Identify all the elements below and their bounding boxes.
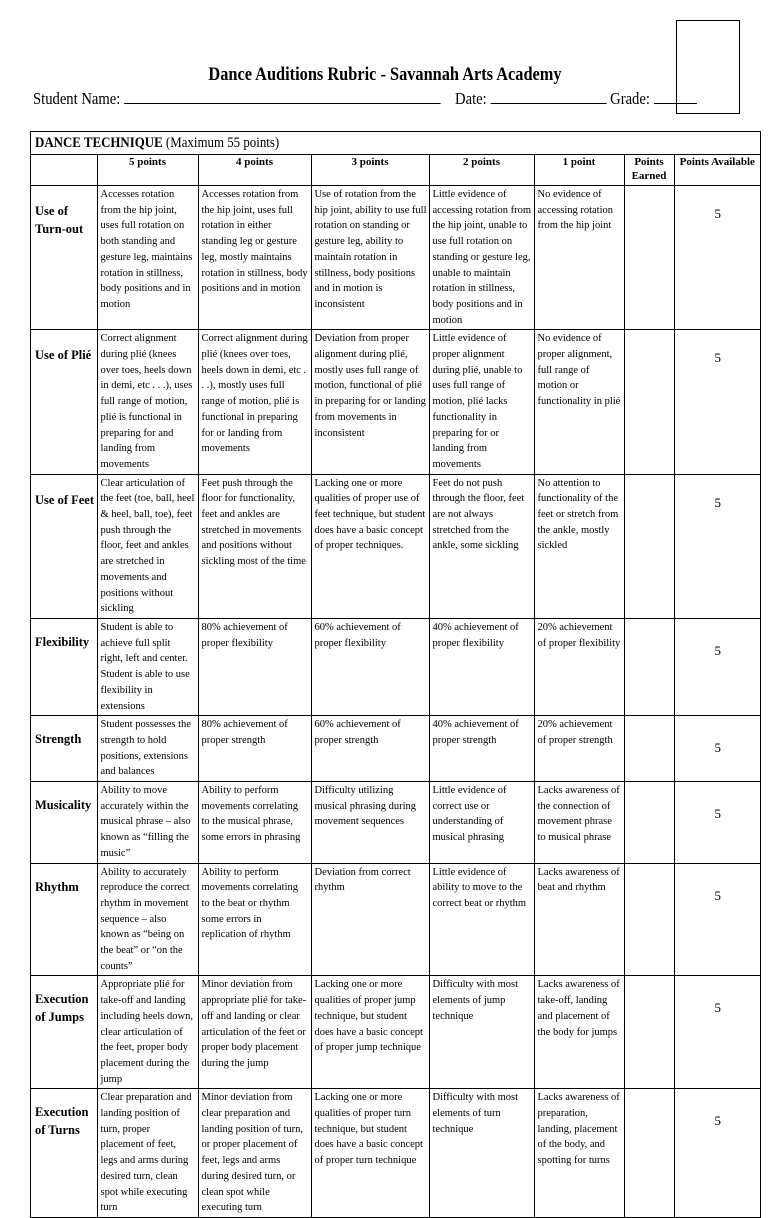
criterion-cell: Rhythm bbox=[31, 863, 97, 976]
score-5-cell: Student possesses the strength to hold positions, extensions and balances bbox=[97, 716, 198, 782]
score-5-cell: Ability to accurately reproduce the correct rhythm in movement sequence – also known as “being on the beat” or “on the counts” bbox=[97, 863, 198, 976]
table-row bbox=[31, 976, 760, 1089]
student-info-line bbox=[33, 89, 697, 109]
score-1-cell: Lacks awareness of beat and rhythm bbox=[534, 863, 624, 976]
score-5-cell: Clear preparation and landing position of turn, proper placement of feet, legs and arms during desired turn, clean spot while executing turn bbox=[97, 1089, 198, 1217]
col-header: 1 point bbox=[534, 155, 624, 186]
score-4-cell: Minor deviation from appropriate plié for take-off and landing or clear articulation of the feet or proper body placement during the jump bbox=[198, 976, 311, 1089]
col-header: 2 points bbox=[429, 155, 534, 186]
score-2-cell: Little evidence of correct use or understanding of musical phrasing bbox=[429, 782, 534, 864]
points-available-cell: 5 bbox=[674, 618, 760, 715]
date-field[interactable] bbox=[490, 89, 606, 104]
score-3-cell: Lacking one or more qualities of proper use of feet technique, but student does have a basic concept of proper techniques. bbox=[311, 474, 429, 618]
score-3-cell: 60% achievement of proper strength bbox=[311, 716, 429, 782]
table-row bbox=[31, 716, 760, 782]
points-earned-cell[interactable] bbox=[624, 474, 674, 618]
col-header: Points Earned bbox=[624, 155, 674, 186]
score-3-cell: 60% achievement of proper flexibility bbox=[311, 618, 429, 715]
score-1-cell: Lacks awareness of the connection of movement phrase to musical phrase bbox=[534, 782, 624, 864]
score-1-cell: No evidence of proper alignment, full range of motion or functionality in plié bbox=[534, 330, 624, 474]
points-available-cell: 5 bbox=[674, 863, 760, 976]
score-5-cell: Ability to move accurately within the musical phrase – also known as “filling the music” bbox=[97, 782, 198, 864]
points-earned-cell[interactable] bbox=[624, 716, 674, 782]
col-header: 4 points bbox=[198, 155, 311, 186]
criterion-cell: Execution of Jumps bbox=[31, 976, 97, 1089]
section-title: DANCE TECHNIQUE bbox=[35, 135, 163, 151]
criterion-cell: Flexibility bbox=[31, 618, 97, 715]
student-name-label: Student Name: bbox=[33, 89, 121, 108]
rubric-table bbox=[31, 155, 760, 1217]
score-4-cell: Correct alignment during plié (knees over toes, heels down in demi, etc . . .), mostly uses full range of motion, plié is functional in preparing for or landing from movements bbox=[198, 330, 311, 474]
table-row bbox=[31, 618, 760, 715]
score-5-cell: Correct alignment during plié (knees over toes, heels down in demi, etc . . .), uses full range of motion, plié is functional in preparing for and landing from movements bbox=[97, 330, 198, 474]
table-row bbox=[31, 330, 760, 474]
points-available-cell: 5 bbox=[674, 186, 760, 330]
page-title: Dance Auditions Rubric - Savannah Arts Academy bbox=[208, 64, 562, 85]
grade-label: Grade: bbox=[610, 89, 650, 108]
score-2-cell: Difficulty with most elements of jump technique bbox=[429, 976, 534, 1089]
table-row bbox=[31, 474, 760, 618]
criterion-cell: Musicality bbox=[31, 782, 97, 864]
points-available-cell: 5 bbox=[674, 330, 760, 474]
score-4-cell: Accesses rotation from the hip joint, uses full rotation in either standing leg or gesture leg, mostly maintains rotation in stillness, body positions and in motion bbox=[198, 186, 311, 330]
points-earned-cell[interactable] bbox=[624, 863, 674, 976]
points-available-cell: 5 bbox=[674, 1089, 760, 1217]
col-header: 3 points bbox=[311, 155, 429, 186]
score-4-cell: Ability to perform movements correlating to the beat or rhythm some errors in replication of rhythm bbox=[198, 863, 311, 976]
score-4-cell: 80% achievement of proper flexibility bbox=[198, 618, 311, 715]
score-1-cell: 20% achievement of proper flexibility bbox=[534, 618, 624, 715]
points-available-cell: 5 bbox=[674, 976, 760, 1089]
rubric-table-container bbox=[30, 131, 761, 1218]
table-row bbox=[31, 863, 760, 976]
score-2-cell: 40% achievement of proper flexibility bbox=[429, 618, 534, 715]
points-earned-cell[interactable] bbox=[624, 330, 674, 474]
score-4-cell: Minor deviation from clear preparation and landing position of turn, or proper placement of feet, legs and arms during desired turn, or clean spot while executing turn bbox=[198, 1089, 311, 1217]
score-1-cell: No attention to functionality of the feet or stretch from the ankle, mostly sickled bbox=[534, 474, 624, 618]
section-subtitle: (Maximum 55 points) bbox=[165, 135, 280, 151]
score-3-cell: Lacking one or more qualities of proper jump technique, but student does have a basic concept of proper jump technique bbox=[311, 976, 429, 1089]
criterion-cell: Use of Feet bbox=[31, 474, 97, 618]
section-header bbox=[31, 132, 760, 155]
score-4-cell: Ability to perform movements correlating to the musical phrase, some errors in phrasing bbox=[198, 782, 311, 864]
score-1-cell: No evidence of accessing rotation from the hip joint bbox=[534, 186, 624, 330]
points-earned-cell[interactable] bbox=[624, 976, 674, 1089]
score-5-cell: Appropriate plié for take-off and landing including heels down, clear articulation of the feet, proper body placement during the jump bbox=[97, 976, 198, 1089]
criterion-cell: Strength bbox=[31, 716, 97, 782]
points-earned-cell[interactable] bbox=[624, 782, 674, 864]
col-header: Points Available bbox=[674, 155, 760, 186]
score-3-cell: Deviation from correct rhythm bbox=[311, 863, 429, 976]
score-4-cell: 80% achievement of proper strength bbox=[198, 716, 311, 782]
points-available-cell: 5 bbox=[674, 474, 760, 618]
criterion-cell: Use of Plié bbox=[31, 330, 97, 474]
score-3-cell: Deviation from proper alignment during plié, mostly uses full range of motion, functional of plié in preparing for or landing from movements in inconsistent bbox=[311, 330, 429, 474]
score-3-cell: Lacking one or more qualities of proper turn technique, but student does have a basic concept of proper turn technique bbox=[311, 1089, 429, 1217]
score-4-cell: Feet push through the floor for functionality, feet and ankles are stretched in movements and positions without sickling most of the time bbox=[198, 474, 311, 618]
score-5-cell: Accesses rotation from the hip joint, uses full rotation on both standing and gesture leg, maintains rotation in stillness, body positions and in motion bbox=[97, 186, 198, 330]
score-1-cell: Lacks awareness of take-off, landing and placement of the body for jumps bbox=[534, 976, 624, 1089]
date-label: Date: bbox=[455, 89, 487, 108]
points-available-cell: 5 bbox=[674, 782, 760, 864]
grade-field[interactable] bbox=[654, 89, 697, 104]
score-2-cell: Little evidence of proper alignment during plié, unable to uses full range of motion, plié lacks functionality in preparing for or landing from movements bbox=[429, 330, 534, 474]
points-earned-cell[interactable] bbox=[624, 186, 674, 330]
points-available-cell: 5 bbox=[674, 716, 760, 782]
score-2-cell: 40% achievement of proper strength bbox=[429, 716, 534, 782]
table-row bbox=[31, 782, 760, 864]
col-header: 5 points bbox=[97, 155, 198, 186]
score-1-cell: 20% achievement of proper strength bbox=[534, 716, 624, 782]
score-2-cell: Little evidence of ability to move to the correct beat or rhythm bbox=[429, 863, 534, 976]
score-3-cell: Use of rotation from the hip joint, ability to use full rotation on standing or gesture leg, ability to maintain rotation in stillness, body positions and in motion is inconsistent bbox=[311, 186, 429, 330]
student-name-field[interactable] bbox=[124, 89, 440, 104]
score-5-cell: Student is able to achieve full split right, left and center. Student is able to use flexibility in extensions bbox=[97, 618, 198, 715]
score-2-cell: Feet do not push through the floor, feet are not always stretched from the ankle, some sickling bbox=[429, 474, 534, 618]
criterion-cell: Execution of Turns bbox=[31, 1089, 97, 1217]
header-row bbox=[31, 155, 760, 186]
score-2-cell: Little evidence of accessing rotation from the hip joint, unable to use full rotation on standing or gesture leg, unable to maintain rotation in stillness, body positions and in motion bbox=[429, 186, 534, 330]
score-1-cell: Lacks awareness of preparation, landing, placement of the body, and spotting for turns bbox=[534, 1089, 624, 1217]
criterion-cell: Use of Turn-out bbox=[31, 186, 97, 330]
table-row bbox=[31, 186, 760, 330]
col-header bbox=[31, 155, 97, 186]
score-3-cell: Difficulty utilizing musical phrasing during movement sequences bbox=[311, 782, 429, 864]
points-earned-cell[interactable] bbox=[624, 1089, 674, 1217]
points-earned-cell[interactable] bbox=[624, 618, 674, 715]
score-5-cell: Clear articulation of the feet (toe, ball, heel & heel, ball, toe), feet push through the floor, feet and ankles are stretched in movements and positions without sickling bbox=[97, 474, 198, 618]
table-row bbox=[31, 1089, 760, 1217]
score-2-cell: Difficulty with most elements of turn technique bbox=[429, 1089, 534, 1217]
